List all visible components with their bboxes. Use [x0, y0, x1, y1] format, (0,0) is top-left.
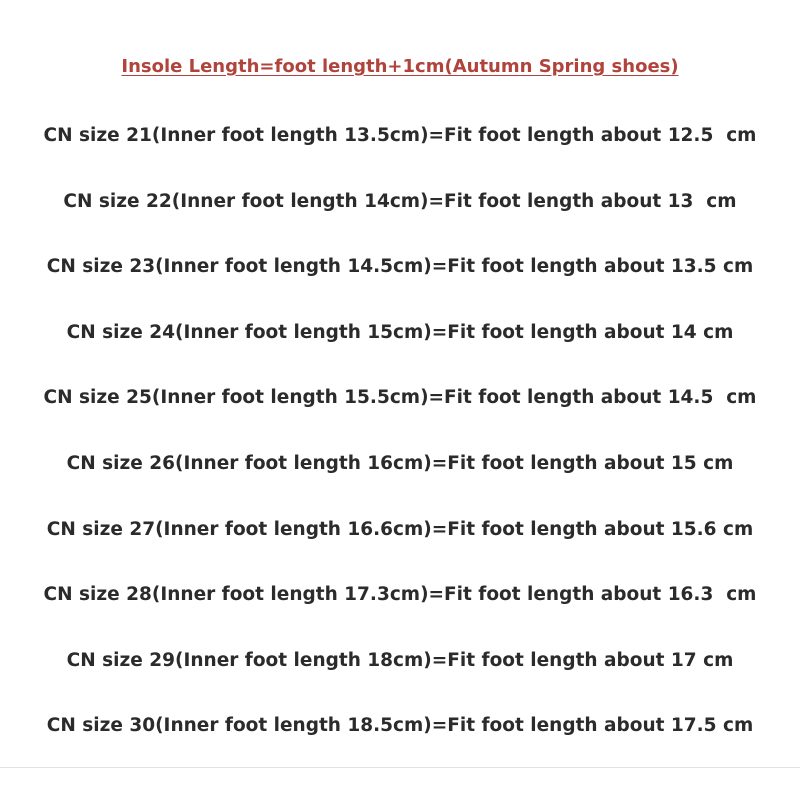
size-row-28: CN size 28(Inner foot length 17.3cm)=Fit foot length about 16.3 cm	[43, 584, 757, 606]
size-row-29: CN size 29(Inner foot length 18cm)=Fit foot length about 17 cm	[66, 649, 734, 671]
size-row-23: CN size 23(Inner foot length 14.5cm)=Fit foot length about 13.5 cm	[46, 256, 754, 278]
size-row-30: CN size 30(Inner foot length 18.5cm)=Fit foot length about 17.5 cm	[46, 715, 754, 737]
size-row-21: CN size 21(Inner foot length 13.5cm)=Fit foot length about 12.5 cm	[43, 125, 757, 146]
size-row-27: CN size 27(Inner foot length 16.6cm)=Fit foot length about 15.6 cm	[46, 518, 754, 540]
size-row-25: CN size 25(Inner foot length 15.5cm)=Fit foot length about 14.5 cm	[43, 387, 757, 409]
size-row-22: CN size 22(Inner foot length 14cm)=Fit foot length about 13 cm	[63, 190, 737, 212]
size-row-24: CN size 24(Inner foot length 15cm)=Fit foot length about 14 cm	[66, 321, 734, 343]
size-list	[0, 118, 800, 774]
bottom-divider	[0, 767, 800, 768]
page-title: Insole Length=foot length+1cm(Autumn Spring shoes)	[121, 56, 679, 77]
size-row-26: CN size 26(Inner foot length 16cm)=Fit foot length about 15 cm	[66, 452, 734, 474]
